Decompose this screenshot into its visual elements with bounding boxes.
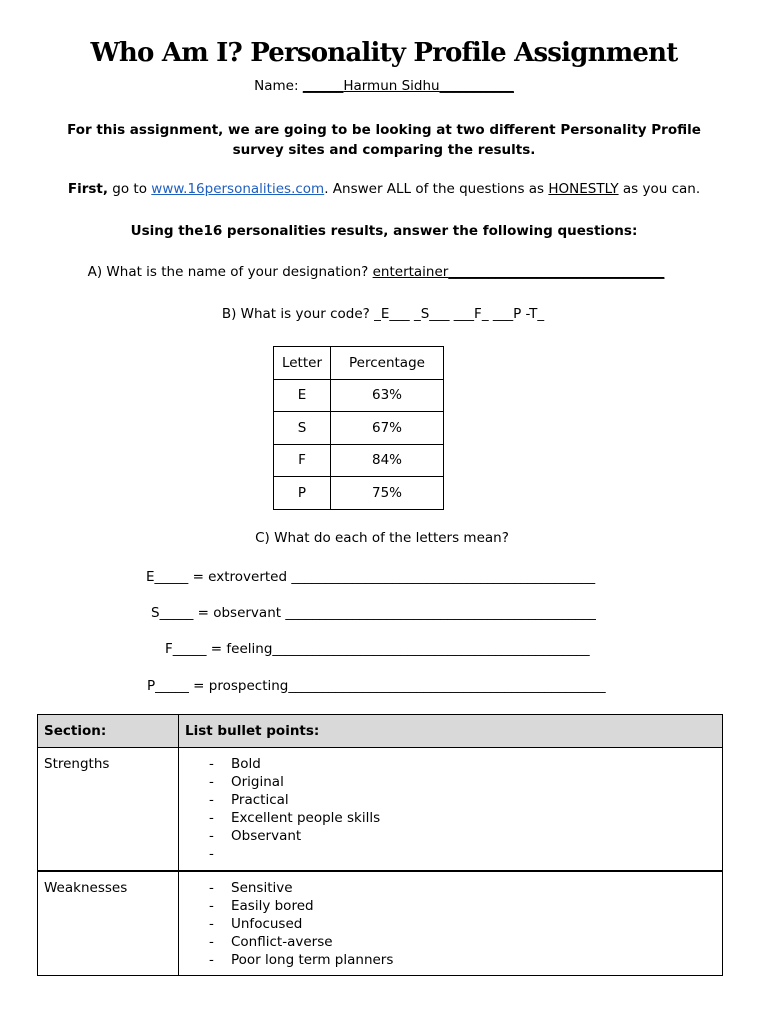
list-item — [209, 845, 716, 863]
table-row — [274, 412, 444, 445]
question-c: C) What do each of the letters mean? — [255, 530, 509, 546]
sections-header-row — [38, 715, 723, 748]
list-item: - Unfocused — [209, 915, 716, 933]
percentage-cell: 67% — [331, 412, 444, 445]
weaknesses-list — [209, 879, 716, 969]
header-section: Section: — [38, 715, 179, 748]
letter-cell: F — [274, 444, 331, 477]
percentage-cell: 75% — [331, 477, 444, 510]
meaning-p: P_____ = prospecting_______________________________________________ — [147, 678, 606, 694]
weaknesses-list-cell — [179, 871, 723, 976]
name-line — [0, 78, 768, 94]
letter-cell: E — [274, 379, 331, 412]
question-b: B) What is your code? _E___ _S___ ___F_ ___P -T_ — [221, 306, 545, 322]
list-item: - Practical — [209, 791, 716, 809]
meaning-e: E_____ = extroverted _____________________________________________ — [146, 569, 596, 585]
name-label: Name: — [254, 78, 299, 94]
percentage-cell: 84% — [331, 444, 444, 477]
list-item: - Conflict-averse — [209, 933, 716, 951]
meaning-f: F_____ = feeling_______________________________________________ — [165, 641, 590, 657]
strengths-list-cell — [179, 748, 723, 871]
header-bullets: List bullet points: — [179, 715, 723, 748]
list-item: - Easily bored — [209, 897, 716, 915]
question-a: A) What is the name of your designation? entertainer________________________________ — [87, 264, 665, 280]
letter-cell: S — [274, 412, 331, 445]
header-letter: Letter — [274, 347, 331, 380]
strengths-weaknesses-table — [37, 714, 723, 976]
list-item: - Sensitive — [209, 879, 716, 897]
first-instruction: First, go to www.16personalities.com. Answer ALL of the questions as HONESTLY as you can. — [67, 181, 701, 197]
list-item: - Bold — [209, 755, 716, 773]
strengths-list — [209, 755, 716, 863]
designation-answer: entertainer________________________________ — [372, 264, 665, 280]
using-heading: Using the16 personalities results, answer the following questions: — [130, 223, 638, 239]
list-item: - Original — [209, 773, 716, 791]
strengths-row — [38, 748, 723, 871]
intro-text: For this assignment, we are going to be looking at two different Personality Profile survey sites and comparing the results. — [67, 122, 701, 158]
letter-cell: P — [274, 477, 331, 510]
16personalities-link[interactable]: www.16personalities.com — [151, 181, 325, 197]
name-value: ______Harmun Sidhu___________ — [302, 78, 514, 94]
table-row — [274, 477, 444, 510]
strengths-label: Strengths — [38, 748, 179, 871]
table-row — [274, 379, 444, 412]
weaknesses-row — [38, 871, 723, 976]
letters-percentage-table — [273, 346, 444, 510]
list-item: - Observant — [209, 827, 716, 845]
weaknesses-label: Weaknesses — [38, 871, 179, 976]
meaning-s: S_____ = observant ______________________________________________ — [151, 605, 596, 621]
page-title: Who Am I? Personality Profile Assignment — [90, 38, 678, 68]
header-percentage: Percentage — [331, 347, 444, 380]
list-item: - Excellent people skills — [209, 809, 716, 827]
percentage-cell: 63% — [331, 379, 444, 412]
list-item: - Poor long term planners — [209, 951, 716, 969]
table-row — [274, 444, 444, 477]
table-header-row — [274, 347, 444, 380]
